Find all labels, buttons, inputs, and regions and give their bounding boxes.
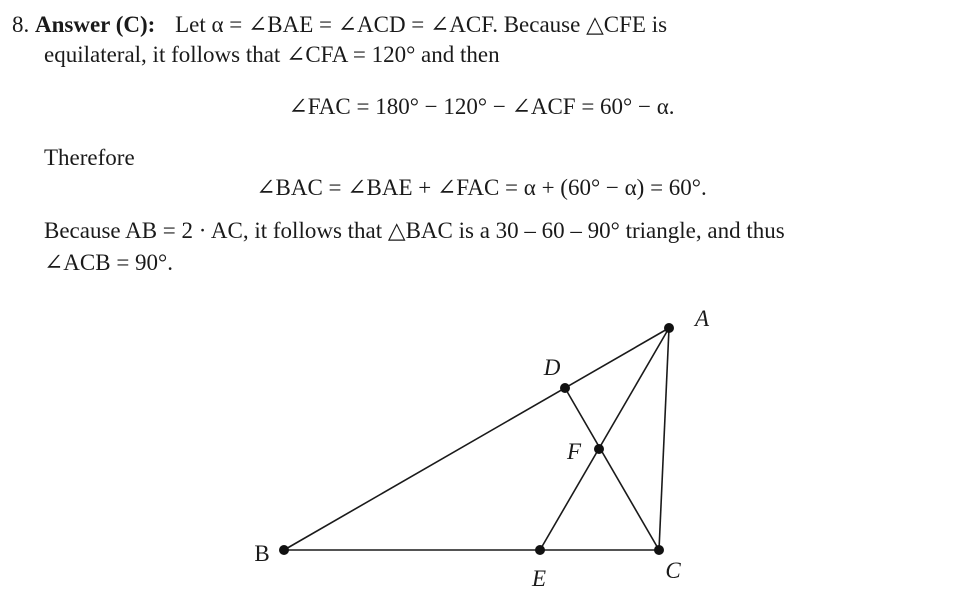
- figure-points: [254, 306, 710, 591]
- point-F: [594, 444, 604, 454]
- problem-number: 8.: [12, 12, 30, 37]
- point-C: [654, 545, 664, 555]
- answer-label: Answer (C):: [35, 12, 156, 37]
- point-label-F: F: [566, 439, 582, 464]
- segment-AC: [659, 328, 669, 550]
- point-A: [664, 323, 674, 333]
- problem-line-2: equilateral, it follows that ∠CFA = 120° and then: [44, 42, 500, 67]
- point-label-A: A: [695, 306, 710, 331]
- point-D: [560, 383, 570, 393]
- problem-line-3: Because AB = 2 · AC, it follows that △BAC is a 30 – 60 – 90° triangle, and thus: [44, 218, 785, 243]
- figure-segments: [284, 328, 669, 550]
- point-E: [535, 545, 545, 555]
- point-label-D: D: [543, 355, 561, 380]
- therefore-text: Therefore: [44, 145, 135, 170]
- equation-2: ∠BAC = ∠BAE + ∠FAC = α + (60° − α) = 60°.: [256, 175, 707, 200]
- point-label-E: E: [531, 566, 547, 591]
- segment-DC: [565, 388, 659, 550]
- equation-1: ∠FAC = 180° − 120° − ∠ACF = 60° − α.: [288, 94, 675, 119]
- point-B: [279, 545, 289, 555]
- line1-text: Let α = ∠BAE = ∠ACD = ∠ACF. Because △CFE is: [175, 12, 668, 37]
- point-label-C: C: [665, 558, 681, 583]
- point-label-B: B: [254, 541, 270, 566]
- problem-line-4: ∠ACB = 90°.: [44, 250, 173, 275]
- segment-BA: [284, 328, 669, 550]
